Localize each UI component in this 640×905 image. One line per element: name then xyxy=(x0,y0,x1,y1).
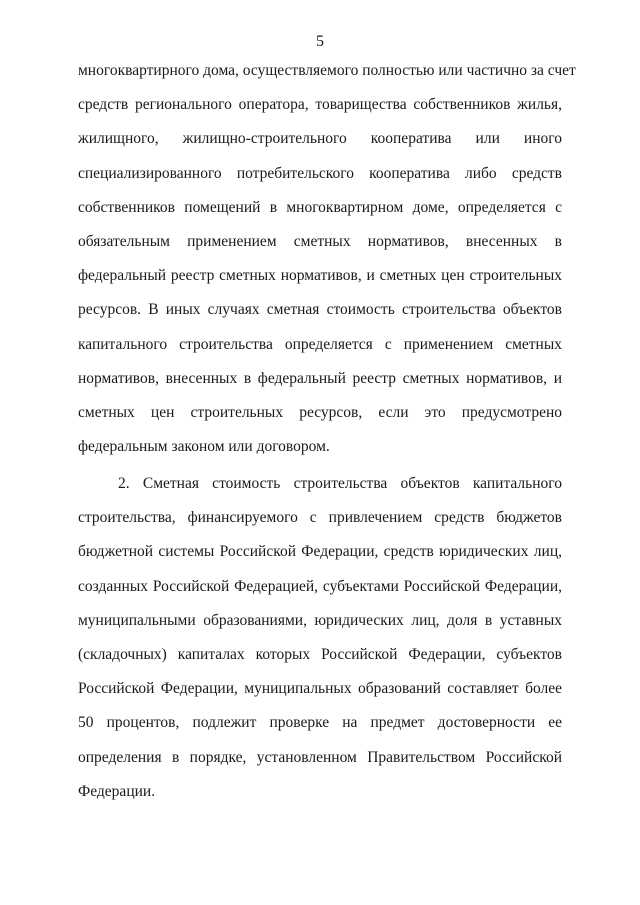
paragraph-line: обязательным применением сметных нормативов, внесенных в xyxy=(78,232,562,250)
paragraph-line: федеральный реестр сметных нормативов, и сметных цен строительных xyxy=(78,267,562,285)
paragraph-line: 50 процентов, подлежит проверке на предмет достоверности ее xyxy=(78,714,562,732)
paragraph-line: строительства, финансируемого с привлечением средств бюджетов xyxy=(78,509,562,527)
paragraph-line: собственников помещений в многоквартирном доме, определяется с xyxy=(78,198,562,216)
paragraph-line: созданных Российской Федерацией, субъектами Российской Федерации, xyxy=(78,577,562,595)
paragraph-1 xyxy=(78,62,576,472)
paragraph-2 xyxy=(78,475,562,817)
paragraph-line: бюджетной системы Российской Федерации, средств юридических лиц, xyxy=(78,543,562,561)
paragraph-line: специализированного потребительского кооператива либо средств xyxy=(78,164,562,182)
paragraph-line: многоквартирного дома, осуществляемого полностью или частично за счет xyxy=(78,62,576,79)
paragraph-line: 2. Сметная стоимость строительства объектов капитального xyxy=(118,475,562,492)
paragraph-line: ресурсов. В иных случаях сметная стоимость строительства объектов xyxy=(78,301,562,319)
paragraph-line: Российской Федерации, муниципальных образований составляет более xyxy=(78,680,562,698)
paragraph-line: (складочных) капиталах которых Российской Федерации, субъектов xyxy=(78,645,562,663)
paragraph-line: жилищного, жилищно-строительного кооператива или иного xyxy=(78,130,562,148)
paragraph-line: Федерации. xyxy=(78,782,156,800)
page-number: 5 xyxy=(316,33,324,50)
paragraph-line: муниципальными образованиями, юридических лиц, доля в уставных xyxy=(78,611,562,629)
paragraph-line: капитального строительства определяется с применением сметных xyxy=(78,335,562,353)
paragraph-line: федеральным законом или договором. xyxy=(78,438,330,456)
paragraph-line: сметных цен строительных ресурсов, если это предусмотрено xyxy=(78,403,562,421)
paragraph-line: определения в порядке, установленном Правительством Российской xyxy=(78,748,562,766)
paragraph-line: средств регионального оператора, товарищества собственников жилья, xyxy=(78,96,562,114)
paragraph-line: нормативов, внесенных в федеральный реестр сметных нормативов, и xyxy=(78,369,562,387)
